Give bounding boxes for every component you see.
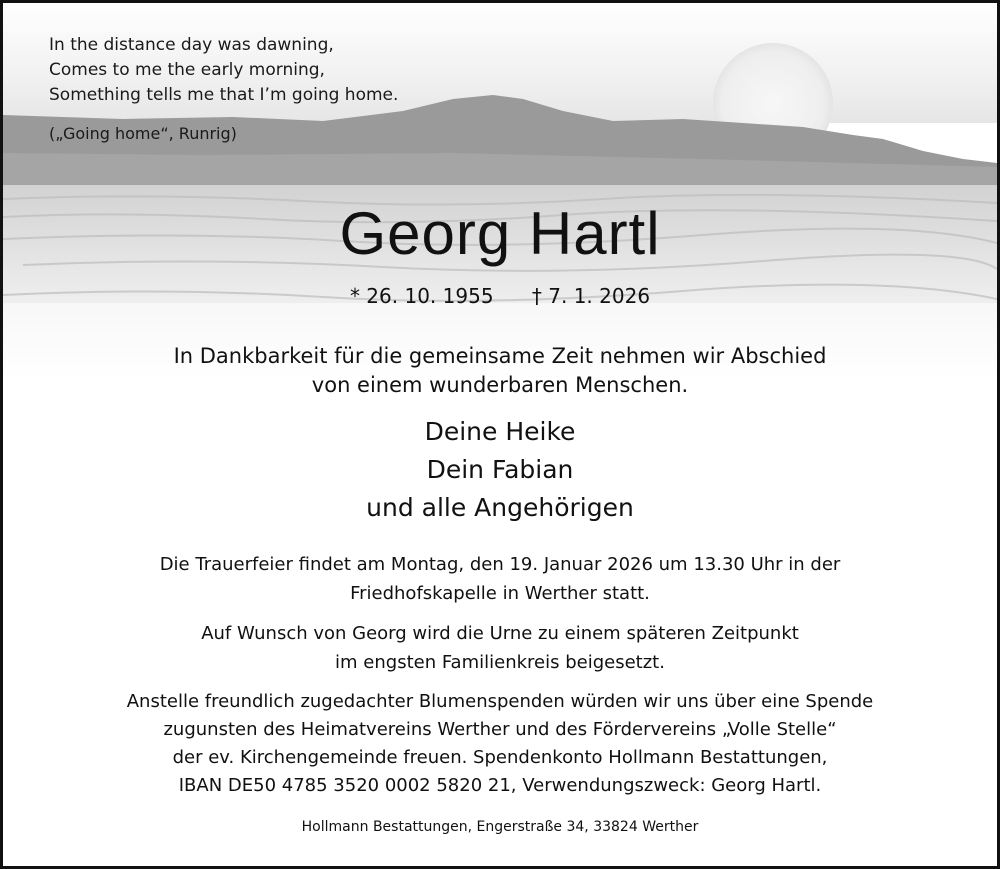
poem-source: („Going home“, Runrig) bbox=[49, 124, 237, 143]
donation-line: IBAN DE50 4785 3520 0002 5820 21, Verwendungszweck: Georg Hartl. bbox=[178, 775, 822, 796]
service-line: Friedhofskapelle in Werther statt. bbox=[350, 583, 650, 604]
mourners bbox=[3, 413, 997, 527]
poem bbox=[49, 33, 398, 108]
mourner-line: Dein Fabian bbox=[426, 455, 574, 484]
service-line: Die Trauerfeier findet am Montag, den 19. Januar 2026 um 13.30 Uhr in der bbox=[159, 554, 841, 575]
poem-line: Comes to me the early morning, bbox=[49, 60, 325, 80]
poem-line: In the distance day was dawning, bbox=[49, 35, 334, 55]
mourner-line: Deine Heike bbox=[424, 417, 576, 446]
donation-info bbox=[3, 688, 997, 800]
farewell-text bbox=[3, 342, 997, 400]
life-dates bbox=[3, 284, 997, 308]
urn-burial-info bbox=[3, 619, 997, 677]
farewell-line: In Dankbarkeit für die gemeinsame Zeit nehmen wir Abschied bbox=[173, 344, 827, 368]
donation-line: Anstelle freundlich zugedachter Blumenspenden würden wir uns über eine Spende bbox=[126, 691, 874, 712]
deceased-name: Georg Hartl bbox=[339, 200, 661, 267]
farewell-line: von einem wunderbaren Menschen. bbox=[311, 373, 689, 397]
donation-line: der ev. Kirchengemeinde freuen. Spendenkonto Hollmann Bestattungen, bbox=[172, 747, 828, 768]
poem-line: Something tells me that I’m going home. bbox=[49, 85, 399, 105]
death-date: † 7. 1. 2026 bbox=[531, 284, 651, 308]
urn-line: im engsten Familienkreis beigesetzt. bbox=[335, 652, 665, 673]
urn-line: Auf Wunsch von Georg wird die Urne zu einem späteren Zeitpunkt bbox=[201, 623, 799, 644]
donation-line: zugunsten des Heimatvereins Werther und des Fördervereins „Volle Stelle“ bbox=[163, 719, 837, 740]
birth-date: * 26. 10. 1955 bbox=[349, 284, 494, 308]
funeral-service-info bbox=[3, 550, 997, 608]
funeral-home-address: Hollmann Bestattungen, Engerstraße 34, 33824 Werther bbox=[301, 819, 699, 835]
mourner-line: und alle Angehörigen bbox=[366, 493, 634, 522]
